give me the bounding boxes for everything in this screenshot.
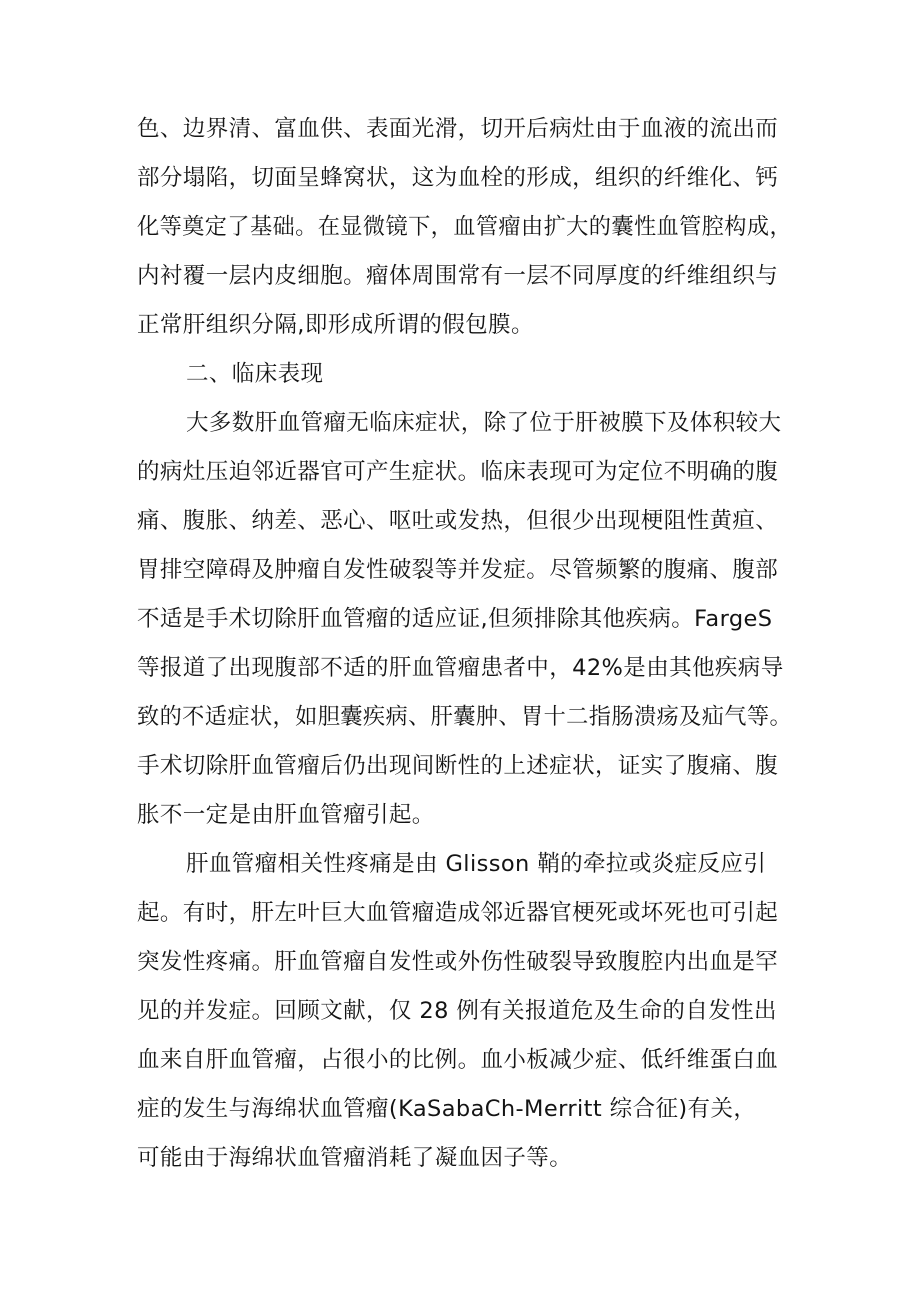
paragraph-2-line-9: 胀不一定是由肝血管瘤引起。 <box>137 802 435 828</box>
paragraph-3-line-2: 起。有时，肝左叶巨大血管瘤造成邻近器官梗死或坏死也可引起 <box>137 900 779 926</box>
paragraph-3-line-3: 突发性疼痛。肝血管瘤自发性或外伤性破裂导致腹腔内出血是罕 <box>137 949 779 975</box>
paragraph-3-line-6: 症的发生与海绵状血管瘤(KaSabaCh-Merritt 综合征)有关， <box>137 1096 757 1122</box>
paragraph-3-line-1: 肝血管瘤相关性疼痛是由 Glisson 鞘的牵拉或炎症反应引 <box>186 851 767 877</box>
paragraph-1-line-2: 部分塌陷，切面呈蜂窝状，这为血栓的形成，组织的纤维化、钙 <box>137 165 779 191</box>
paragraph-3-line-7: 可能由于海绵状血管瘤消耗了凝血因子等。 <box>137 1145 573 1171</box>
paragraph-2-line-5: 不适是手术切除肝血管瘤的适应证,但须排除其他疾病。FargeS <box>137 606 773 632</box>
paragraph-1-line-1: 色、边界清、富血供、表面光滑，切开后病灶由于血液的流出而 <box>137 116 779 142</box>
paragraph-2-line-1: 大多数肝血管瘤无临床症状，除了位于肝被膜下及体积较大 <box>186 410 782 436</box>
paragraph-2-line-7: 致的不适症状，如胆囊疾病、肝囊肿、胃十二指肠溃疡及疝气等。 <box>137 704 793 730</box>
section-heading: 二、临床表现 <box>186 361 324 387</box>
paragraph-1-line-3: 化等奠定了基础。在显微镜下，血管瘤由扩大的囊性血管腔构成， <box>137 214 793 240</box>
paragraph-2-line-4: 胃排空障碍及肿瘤自发性破裂等并发症。尽管频繁的腹痛、腹部 <box>137 557 779 583</box>
paragraph-2-line-8: 手术切除肝血管瘤后仍出现间断性的上述症状，证实了腹痛、腹 <box>137 753 779 779</box>
paragraph-2-line-2: 的病灶压迫邻近器官可产生症状。临床表现可为定位不明确的腹 <box>137 459 779 485</box>
paragraph-1-line-5: 正常肝组织分隔,即形成所谓的假包膜。 <box>137 312 534 338</box>
paragraph-2-line-3: 痛、腹胀、纳差、恶心、呕吐或发热，但很少出现梗阻性黄疸、 <box>137 508 779 534</box>
paragraph-3-line-5: 血来自肝血管瘤，占很小的比例。血小板减少症、低纤维蛋白血 <box>137 1047 779 1073</box>
paragraph-2-line-6: 等报道了出现腹部不适的肝血管瘤患者中，42%是由其他疾病导 <box>137 655 784 681</box>
paragraph-3-line-4: 见的并发症。回顾文献，仅 28 例有关报道危及生命的自发性出 <box>137 998 777 1024</box>
paragraph-1-line-4: 内衬覆一层内皮细胞。瘤体周围常有一层不同厚度的纤维组织与 <box>137 263 779 289</box>
